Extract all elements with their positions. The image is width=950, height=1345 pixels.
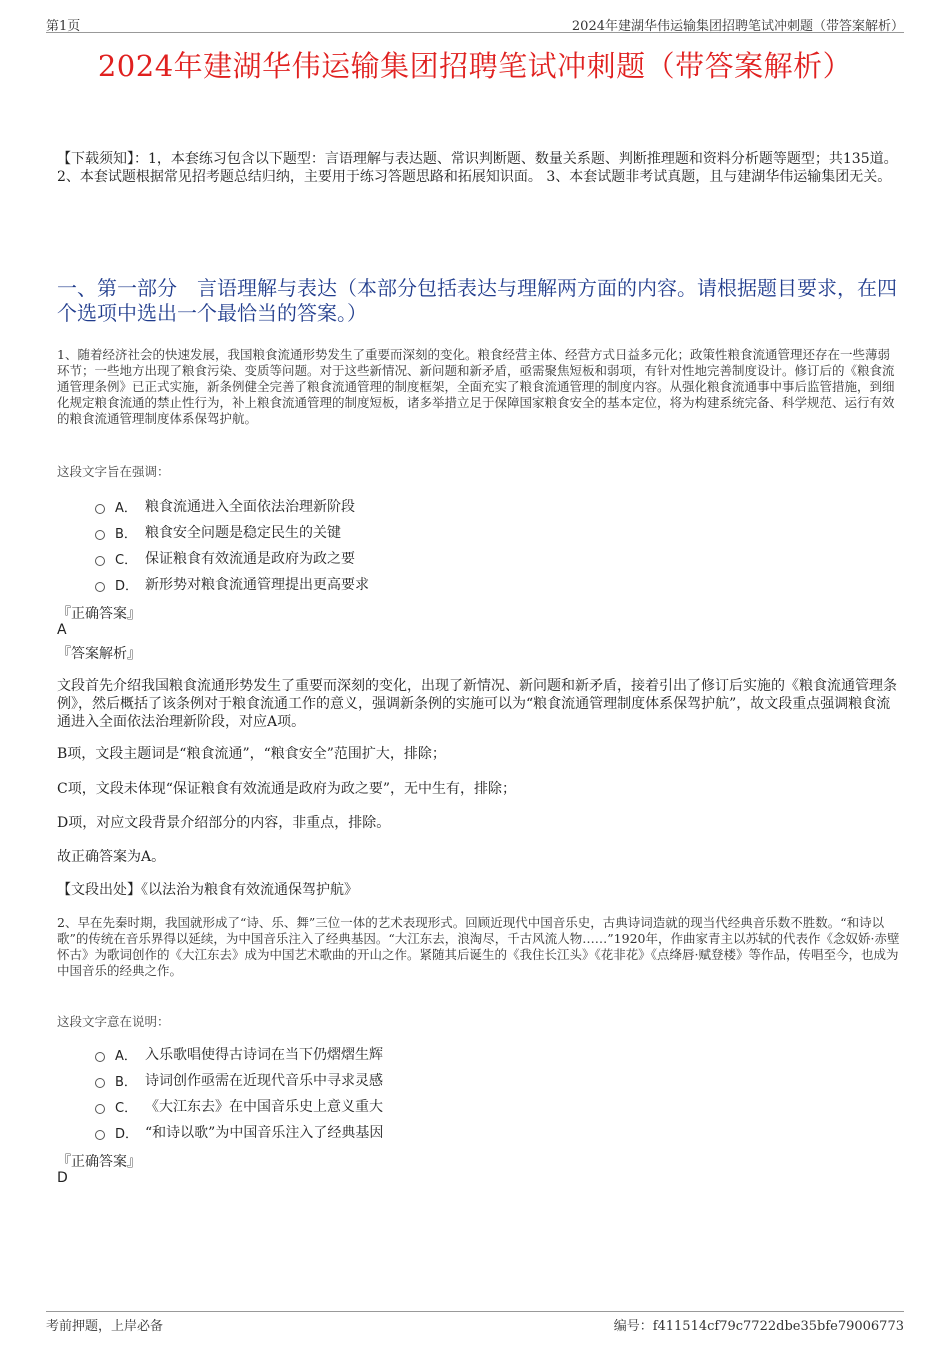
document-title: 2024年建湖华伟运输集团招聘笔试冲刺题（带答案解析） (97, 49, 853, 83)
option-text: “和诗以歌”为中国音乐注入了经典基因 (145, 1125, 384, 1141)
page-number: 第1页 (46, 19, 81, 34)
option-d[interactable]: D． “和诗以歌”为中国音乐注入了经典基因 (95, 1119, 383, 1145)
analysis-source: 【文段出处】《以法治为粮食有效流通保驾护航》 (57, 882, 358, 898)
option-text: 粮食流通进入全面依法治理新阶段 (145, 499, 355, 515)
option-b[interactable]: B． 粮食安全问题是稳定民生的关键 (95, 519, 369, 545)
option-b[interactable]: B． 诗词创作亟需在近现代音乐中寻求灵感 (95, 1067, 383, 1093)
analysis-label: 『答案解析』 (57, 646, 141, 662)
footer-slogan: 考前押题，上岸必备 (46, 1319, 164, 1334)
question-1-prompt: 这段文字旨在强调： (57, 464, 170, 479)
analysis-paragraph-2: B项，文段主题词是“粮食流通”，“粮食安全”范围扩大，排除； (57, 746, 446, 762)
option-a[interactable]: A． 粮食流通进入全面依法治理新阶段 (95, 493, 369, 519)
radio-icon[interactable] (95, 504, 105, 514)
question-2-text: 2、早在先秦时期，我国就形成了“诗、乐、舞”三位一体的艺术表现形式。回顾近现代中国音乐史，古典诗词造就的现当代经典音乐数不胜数。“和诗以歌”的传统在音乐界得以延续，为中国音乐注入了经典基因。“大江东去，浪淘尽，千古风流人物……”1920年，作曲家青主以苏轼的代表作《念奴娇·赤壁怀古》为歌词创作的《大江东去》成为中国艺术歌曲的开山之作。紧随其后诞生的《我住长江头》《花非花》《点绛唇·赋登楼》等作品，传唱至今，也成为中国音乐的经典之作。 (57, 915, 900, 978)
radio-icon[interactable] (95, 556, 105, 566)
footer-serial: 编号：f411514cf79c7722dbe35bfe79006773 (613, 1319, 904, 1334)
radio-icon[interactable] (95, 582, 105, 592)
page-header (46, 14, 904, 33)
question-1-options (95, 493, 369, 597)
radio-icon[interactable] (95, 1052, 105, 1062)
answer-value: D (57, 1170, 68, 1186)
analysis-paragraph-5: 故正确答案为A。 (57, 849, 166, 865)
option-text: 《大江东去》在中国音乐史上意义重大 (145, 1099, 383, 1115)
option-text: 新形势对粮食流通管理提出更高要求 (145, 577, 369, 593)
page-footer (46, 1311, 904, 1334)
radio-icon[interactable] (95, 1078, 105, 1088)
header-doc-title: 2024年建湖华伟运输集团招聘笔试冲刺题（带答案解析） (571, 19, 904, 34)
radio-icon[interactable] (95, 530, 105, 540)
option-c[interactable]: C． 《大江东去》在中国音乐史上意义重大 (95, 1093, 383, 1119)
answer-label: 『正确答案』 (57, 606, 141, 622)
question-2-options (95, 1041, 383, 1145)
analysis-paragraph-3: C项，文段未体现“保证粮食有效流通是政府为政之要”，无中生有，排除； (57, 781, 517, 797)
question-1-text: 1、随着经济社会的快速发展，我国粮食流通形势发生了重要而深刻的变化。粮食经营主体、经营方式日益多元化；政策性粮食流通管理还存在一些薄弱环节；一些地方出现了粮食污染、变质等问题。对于这些新情况、新问题和新矛盾，亟需聚焦短板和弱项，有针对性地完善制度设计。修订后的《粮食流通管理条例》已正式实施，新条例健全完善了粮食流通管理的制度框架，全面充实了粮食流通管理的制度内容。从强化粮食流通事中事后监管措施，到细化规定粮食流通的禁止性行为，补上粮食流通管理的制度短板，诸多举措立足于保障国家粮食安全的基本定位，将为构建系统完备、科学规范、运行有效的粮食流通管理制度体系保驾护航。 (57, 347, 895, 426)
analysis-paragraph-4: D项，对应文段背景介绍部分的内容，非重点，排除。 (57, 815, 391, 831)
option-d[interactable]: D． 新形势对粮食流通管理提出更高要求 (95, 571, 369, 597)
section-heading: 一、第一部分 言语理解与表达（本部分包括表达与理解两方面的内容。请根据题目要求，在四个选项中选出一个最恰当的答案。） (57, 276, 897, 325)
answer-label: 『正确答案』 (57, 1154, 141, 1170)
download-notice: 【下载须知】：1，本套练习包含以下题型：言语理解与表达题、常识判断题、数量关系题、判断推理题和资料分析题等题型；共135道。 2、本套试题根据常见招考题总结归纳，主要用于练习答题思路和拓展知识面。 3、本套试题非考试真题，且与建湖华伟运输集团无关。 (57, 151, 898, 185)
option-text: 保证粮食有效流通是政府为政之要 (145, 551, 355, 567)
analysis-paragraph-1: 文段首先介绍我国粮食流通形势发生了重要而深刻的变化，出现了新情况、新问题和新矛盾，接着引出了修订后实施的《粮食流通管理条例》，然后概括了该条例对于粮食流通工作的意义，强调新条例的实施可以为“粮食流通管理制度体系保驾护航”，故文段重点强调粮食流通进入全面依法治理新阶段，对应A项。 (57, 678, 897, 730)
option-a[interactable]: A． 入乐歌唱使得古诗词在当下仍熠熠生辉 (95, 1041, 383, 1067)
option-text: 粮食安全问题是稳定民生的关键 (145, 525, 341, 541)
option-c[interactable]: C． 保证粮食有效流通是政府为政之要 (95, 545, 369, 571)
radio-icon[interactable] (95, 1130, 105, 1140)
option-text: 入乐歌唱使得古诗词在当下仍熠熠生辉 (145, 1047, 383, 1063)
answer-value: A (57, 622, 67, 638)
radio-icon[interactable] (95, 1104, 105, 1114)
option-text: 诗词创作亟需在近现代音乐中寻求灵感 (145, 1073, 383, 1089)
question-2-prompt: 这段文字意在说明： (57, 1014, 170, 1029)
